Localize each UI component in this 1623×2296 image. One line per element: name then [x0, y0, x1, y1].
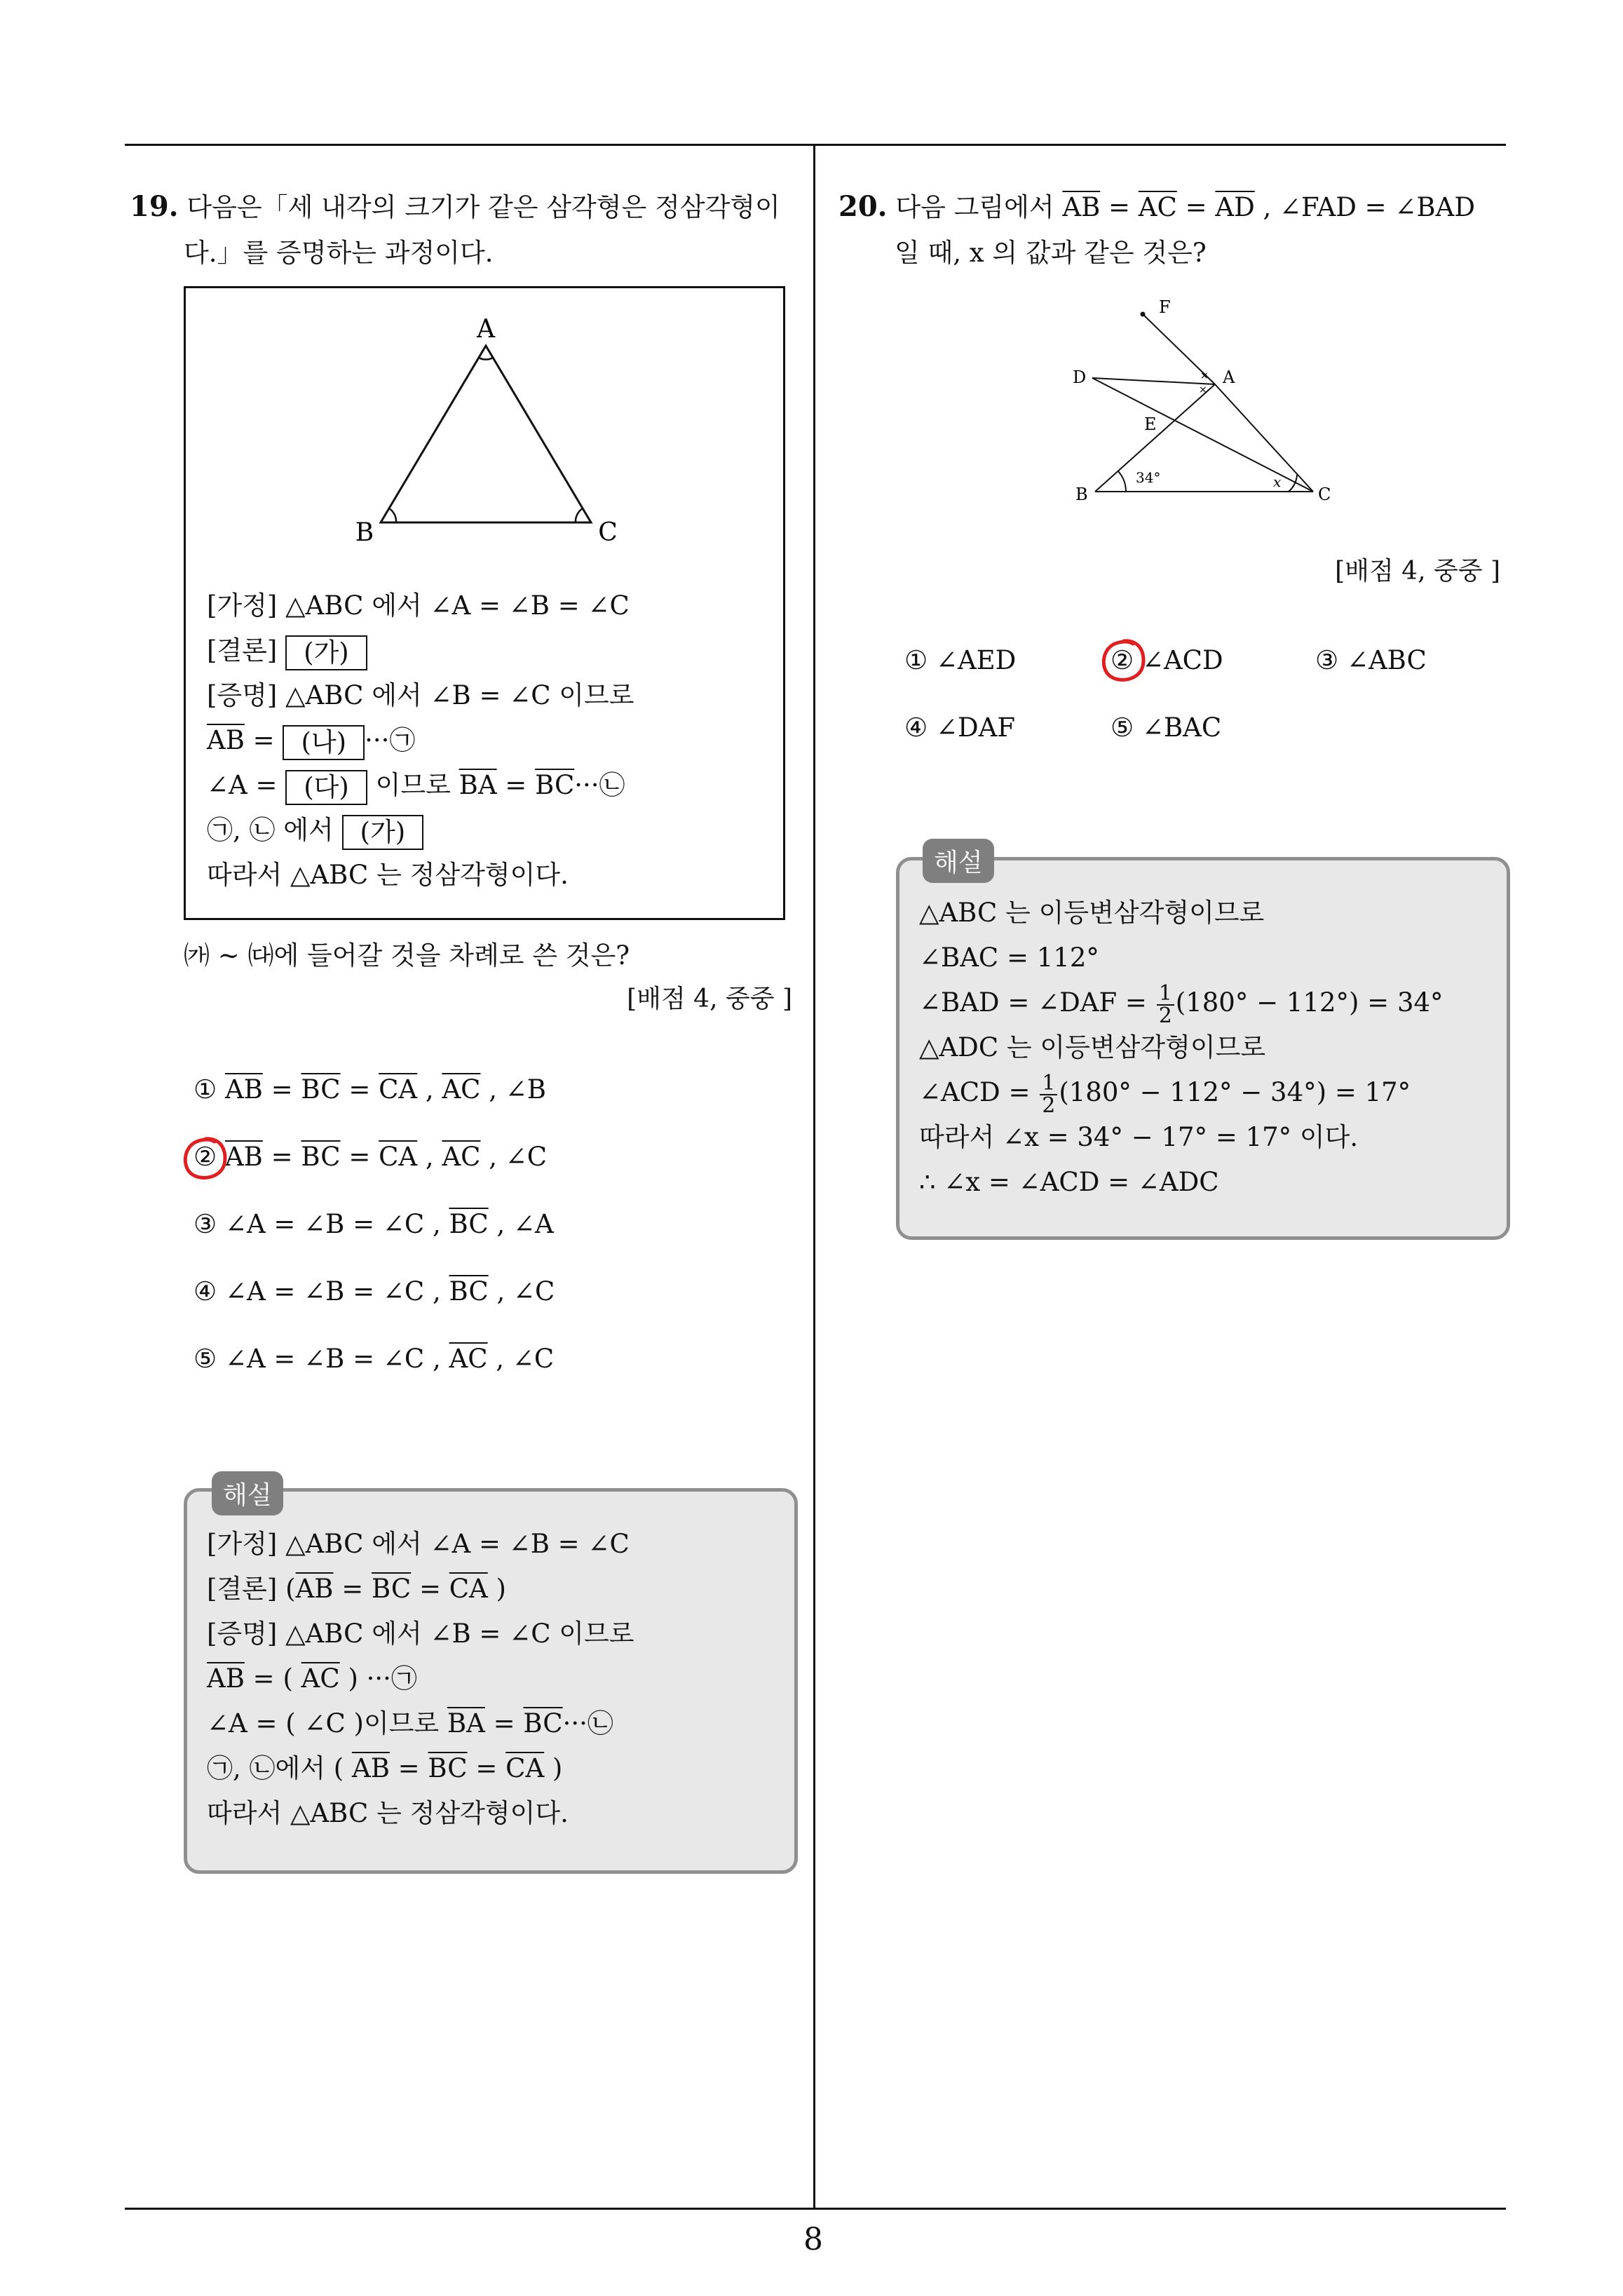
seg: $\overline{BC}$ — [449, 1209, 489, 1239]
line-d-a — [1092, 378, 1215, 384]
seg: $\overline{AC}$ — [442, 1142, 481, 1172]
choice-text: ∠ACD — [1141, 645, 1223, 675]
q19-number: 19. — [130, 190, 179, 223]
proof-line-proof — [207, 673, 634, 719]
seg: $\overline{CA}$ — [379, 1074, 418, 1105]
angles: ∠A = ∠B = ∠C , — [224, 1276, 449, 1306]
blank-ga: (가) — [285, 635, 367, 670]
proof-line-4 — [207, 717, 415, 764]
top-rule — [125, 144, 1506, 146]
sol20-line6: 따라서 ∠x = 34° − 17° = 17° 이다. — [919, 1122, 1359, 1152]
vertex-a-label: A — [477, 315, 495, 344]
proof-line-hypothesis — [207, 583, 630, 629]
seg: $\overline{BC}$ — [428, 1753, 468, 1783]
equal-angle-mark-1: × — [1200, 370, 1209, 381]
denominator: 2 — [1158, 1003, 1172, 1028]
q20-stem-post: , ∠FAD = ∠BAD — [1254, 192, 1475, 222]
choice-number: ④ — [904, 713, 928, 743]
q20-stem-line2: 일 때, x 의 값과 같은 것은? — [895, 238, 1207, 268]
q20-figure — [1066, 295, 1346, 512]
angle: ∠C — [512, 1276, 555, 1306]
numerator: 1 — [1040, 1073, 1057, 1095]
choice-text: ∠BAC — [1141, 713, 1222, 743]
choice-number: ③ — [1315, 645, 1339, 675]
q19-stem-line1 — [130, 184, 780, 231]
segment-ba: $\overline{BA}$ — [459, 770, 497, 800]
seg: $\overline{BC}$ — [372, 1574, 412, 1604]
proof-text: △ABC 에서 ∠B = ∠C 이므로 — [285, 680, 634, 710]
fraction-half — [1157, 980, 1174, 1028]
mark-2: ···㉡ — [574, 770, 625, 800]
page-number: 8 — [803, 2222, 823, 2257]
bottom-rule — [125, 2208, 1506, 2210]
choice-number: ⑤ — [1111, 713, 1134, 743]
seg: $\overline{BC}$ — [301, 1142, 341, 1172]
label-e: E — [1144, 414, 1157, 434]
proof-label: [증명] — [207, 680, 278, 710]
seg: $\overline{CA}$ — [449, 1574, 488, 1604]
seg: $\overline{BC}$ — [449, 1276, 489, 1306]
proof-line-6 — [207, 807, 423, 853]
sol19-line6: ㉠, ㉡에서 ( $\overline{AB} = \overline{BC} = \overline{CA}$ ) — [207, 1753, 563, 1783]
txt: ···㉡ — [562, 1708, 613, 1738]
q20-choice-3[interactable] — [1315, 645, 1427, 675]
q19-choice-1[interactable]: ① $\overline{AB} = \overline{BC} = \overline{CA}$ , $\overline{AC}$ , ∠B — [193, 1074, 546, 1105]
q19-stem-text1: 다음은「세 내각의 크기가 같은 삼각형은 정삼각형이 — [186, 192, 780, 222]
q19-solution-tag: 해설 — [212, 1471, 283, 1515]
seg: $\overline{AB}$ — [295, 1574, 334, 1604]
point-f-dot — [1141, 312, 1146, 317]
q19-answer-circle — [181, 1135, 230, 1184]
q20-solution-tag: 해설 — [923, 839, 994, 883]
sol19-line1: [가정] △ABC 에서 ∠A = ∠B = ∠C — [207, 1529, 630, 1559]
txt: (180° − 112° − 34°) = 17° — [1059, 1077, 1411, 1107]
seg-ac: $\overline{AC}$ — [1138, 192, 1177, 222]
q19-stem-line2: 다.」를 증명하는 과정이다. — [184, 238, 494, 268]
segment-bc: $\overline{BC}$ — [535, 770, 575, 800]
label-b: B — [1075, 485, 1088, 504]
sol20-line1: △ABC 는 이등변삼각형이므로 — [919, 898, 1265, 928]
txt: ∠A = ( ∠C )이므로 — [207, 1708, 447, 1738]
blank-da: (다) — [285, 770, 367, 805]
blank-na: (나) — [283, 725, 365, 760]
q19-solution-box — [184, 1488, 798, 1874]
choice-text: ∠DAF — [935, 713, 1015, 743]
segment-ab: $\overline{AB}$ — [207, 725, 245, 755]
hypothesis-label: [가정] — [207, 590, 278, 621]
triangle-abc — [381, 346, 591, 522]
txt: ) — [544, 1753, 563, 1783]
angle-mark-c — [576, 508, 583, 522]
q20-choice-4[interactable] — [904, 713, 1015, 743]
q19-triangle-figure — [186, 288, 783, 555]
q20-solution-box — [896, 857, 1510, 1240]
label-x: x — [1273, 473, 1282, 490]
label-f: F — [1159, 297, 1171, 317]
choice-text: ∠ABC — [1346, 645, 1427, 675]
column-divider — [813, 144, 815, 2209]
seg: $\overline{BC}$ — [301, 1074, 341, 1105]
conclusion-label: [결론] — [207, 635, 278, 666]
choice-number: ② — [193, 1142, 217, 1172]
q20-stem-pre: 다음 그림에서 — [895, 192, 1063, 222]
sol20-line3 — [919, 980, 1444, 1027]
blank-ga-2: (가) — [342, 815, 424, 850]
angle-mark-b — [389, 508, 396, 522]
txt: ㉠, ㉡에서 ( — [207, 1753, 352, 1783]
vertex-c-label: C — [598, 518, 618, 547]
angle-mark-a — [479, 358, 493, 360]
label-c: C — [1318, 485, 1331, 504]
seg: $\overline{CA}$ — [379, 1142, 418, 1172]
choice-number: ② — [1111, 645, 1134, 675]
angle-a-eq: ∠A = — [207, 770, 286, 800]
txt: ) — [487, 1574, 506, 1604]
equals: = — [244, 725, 283, 755]
choice-text: ∠AED — [935, 645, 1017, 675]
sol19-line3: [증명] △ABC 에서 ∠B = ∠C 이므로 — [207, 1619, 634, 1649]
sol19-line5: ∠A = ( ∠C )이므로 $\overline{BA}$ = $\overline{BC}\cdot\cdot\cdot㉡$ — [207, 1708, 613, 1738]
q19-score: [배점 4, 중중 ] — [627, 985, 792, 1013]
seg: $\overline{AC}$ — [449, 1344, 488, 1374]
equal-angle-mark-2: × — [1199, 384, 1207, 396]
sol19-line7: 따라서 △ABC 는 정삼각형이다. — [207, 1798, 569, 1828]
seg: $\overline{BC}$ — [523, 1708, 563, 1738]
angle: ∠C — [512, 1344, 555, 1374]
q20-stem-line1: 20. 다음 그림에서 $\overline{AB} = \overline{AC} = \overline{AD}$ , ∠FAD = ∠BAD — [838, 190, 1475, 223]
sol20-line2: ∠BAC = 112° — [919, 943, 1099, 973]
from-marks: ㉠, ㉡ 에서 — [207, 815, 342, 845]
txt: ∠BAD = ∠DAF = — [919, 987, 1155, 1018]
q19-choice-3[interactable]: ③ ∠A = ∠B = ∠C , $\overline{BC}$ , ∠A — [193, 1209, 554, 1239]
angles: ∠A = ∠B = ∠C , — [224, 1209, 449, 1239]
label-34deg: 34° — [1136, 469, 1161, 486]
q19-choice-2[interactable]: ② $\overline{AB} = \overline{BC} = \overline{CA}$ , $\overline{AC}$ , ∠C — [193, 1142, 548, 1172]
q19-proof-box — [184, 286, 785, 920]
seg: $\overline{CA}$ — [505, 1753, 545, 1783]
mark-1: ···㉠ — [365, 725, 416, 755]
proof-line-conclusion — [207, 628, 367, 674]
q20-score: [배점 4, 중중 ] — [1335, 557, 1500, 586]
proof-line-5 — [207, 762, 625, 809]
choice-number: ① — [904, 645, 928, 675]
seg-ad: $\overline{AD}$ — [1215, 192, 1255, 222]
q20-answer-circle — [1099, 637, 1148, 686]
txt: [결론] ( — [207, 1574, 296, 1604]
sol20-line7: ∴ ∠x = ∠ACD = ∠ADC — [919, 1167, 1219, 1197]
seg: $\overline{AC}$ — [442, 1074, 481, 1105]
q19-choice-4[interactable]: ④ ∠A = ∠B = ∠C , $\overline{BC}$ , ∠C — [193, 1276, 555, 1306]
denominator: 2 — [1042, 1093, 1056, 1118]
vertex-b-label: B — [355, 518, 374, 547]
txt: (180° − 112°) = 34° — [1175, 987, 1444, 1018]
seg: $\overline{AB}$ — [351, 1753, 390, 1783]
label-a: A — [1223, 367, 1235, 387]
line-a-c — [1215, 384, 1313, 492]
choice-number: ④ — [193, 1276, 217, 1306]
angle-arc-b — [1118, 471, 1126, 492]
txt: ) ···㉠ — [339, 1663, 417, 1694]
angle: ∠A — [512, 1209, 554, 1239]
label-d: D — [1073, 367, 1087, 387]
q20-choice-1[interactable] — [904, 645, 1016, 675]
fraction-half — [1040, 1070, 1057, 1118]
proof-line-7: 따라서 △ABC 는 정삼각형이다. — [207, 860, 569, 890]
angles: ∠A = ∠B = ∠C , — [224, 1344, 449, 1374]
q20-number: 20. — [838, 190, 888, 223]
seg: $\overline{AC}$ — [301, 1663, 340, 1694]
equals: = — [496, 770, 536, 800]
choice-number: ③ — [193, 1209, 217, 1239]
imeuro: 이므로 — [367, 770, 459, 800]
sol19-line4 — [207, 1656, 417, 1702]
seg: $\overline{AB}$ — [224, 1142, 263, 1172]
q19-choice-5[interactable]: ⑤ ∠A = ∠B = ∠C , $\overline{AC}$ , ∠C — [193, 1344, 555, 1374]
sol20-line4: △ADC 는 이등변삼각형이므로 — [919, 1032, 1266, 1062]
txt: ∠ACD = — [919, 1077, 1039, 1107]
seg: $\overline{AB}$ — [224, 1074, 263, 1105]
choice-number: ⑤ — [193, 1344, 217, 1374]
q20-choice-5[interactable] — [1111, 713, 1221, 743]
angle: ∠B — [505, 1074, 546, 1105]
choice-number: ① — [193, 1074, 217, 1105]
q19-question: ㈎ ~ ㈐에 들어갈 것을 차례로 쓴 것은? — [184, 940, 630, 971]
txt: = ( — [244, 1663, 301, 1694]
angle: ∠C — [505, 1142, 548, 1172]
hypothesis-text: △ABC 에서 ∠A = ∠B = ∠C — [285, 590, 630, 621]
seg: $\overline{BA}$ — [447, 1708, 485, 1738]
sol19-line2: [결론] ($\overline{AB} = \overline{BC} = \overline{CA}$ ) — [207, 1574, 506, 1604]
sol20-line5 — [919, 1069, 1411, 1116]
seg: $\overline{AB}$ — [207, 1663, 245, 1694]
seg-ab: $\overline{AB}$ — [1062, 192, 1101, 222]
numerator: 1 — [1157, 983, 1174, 1006]
